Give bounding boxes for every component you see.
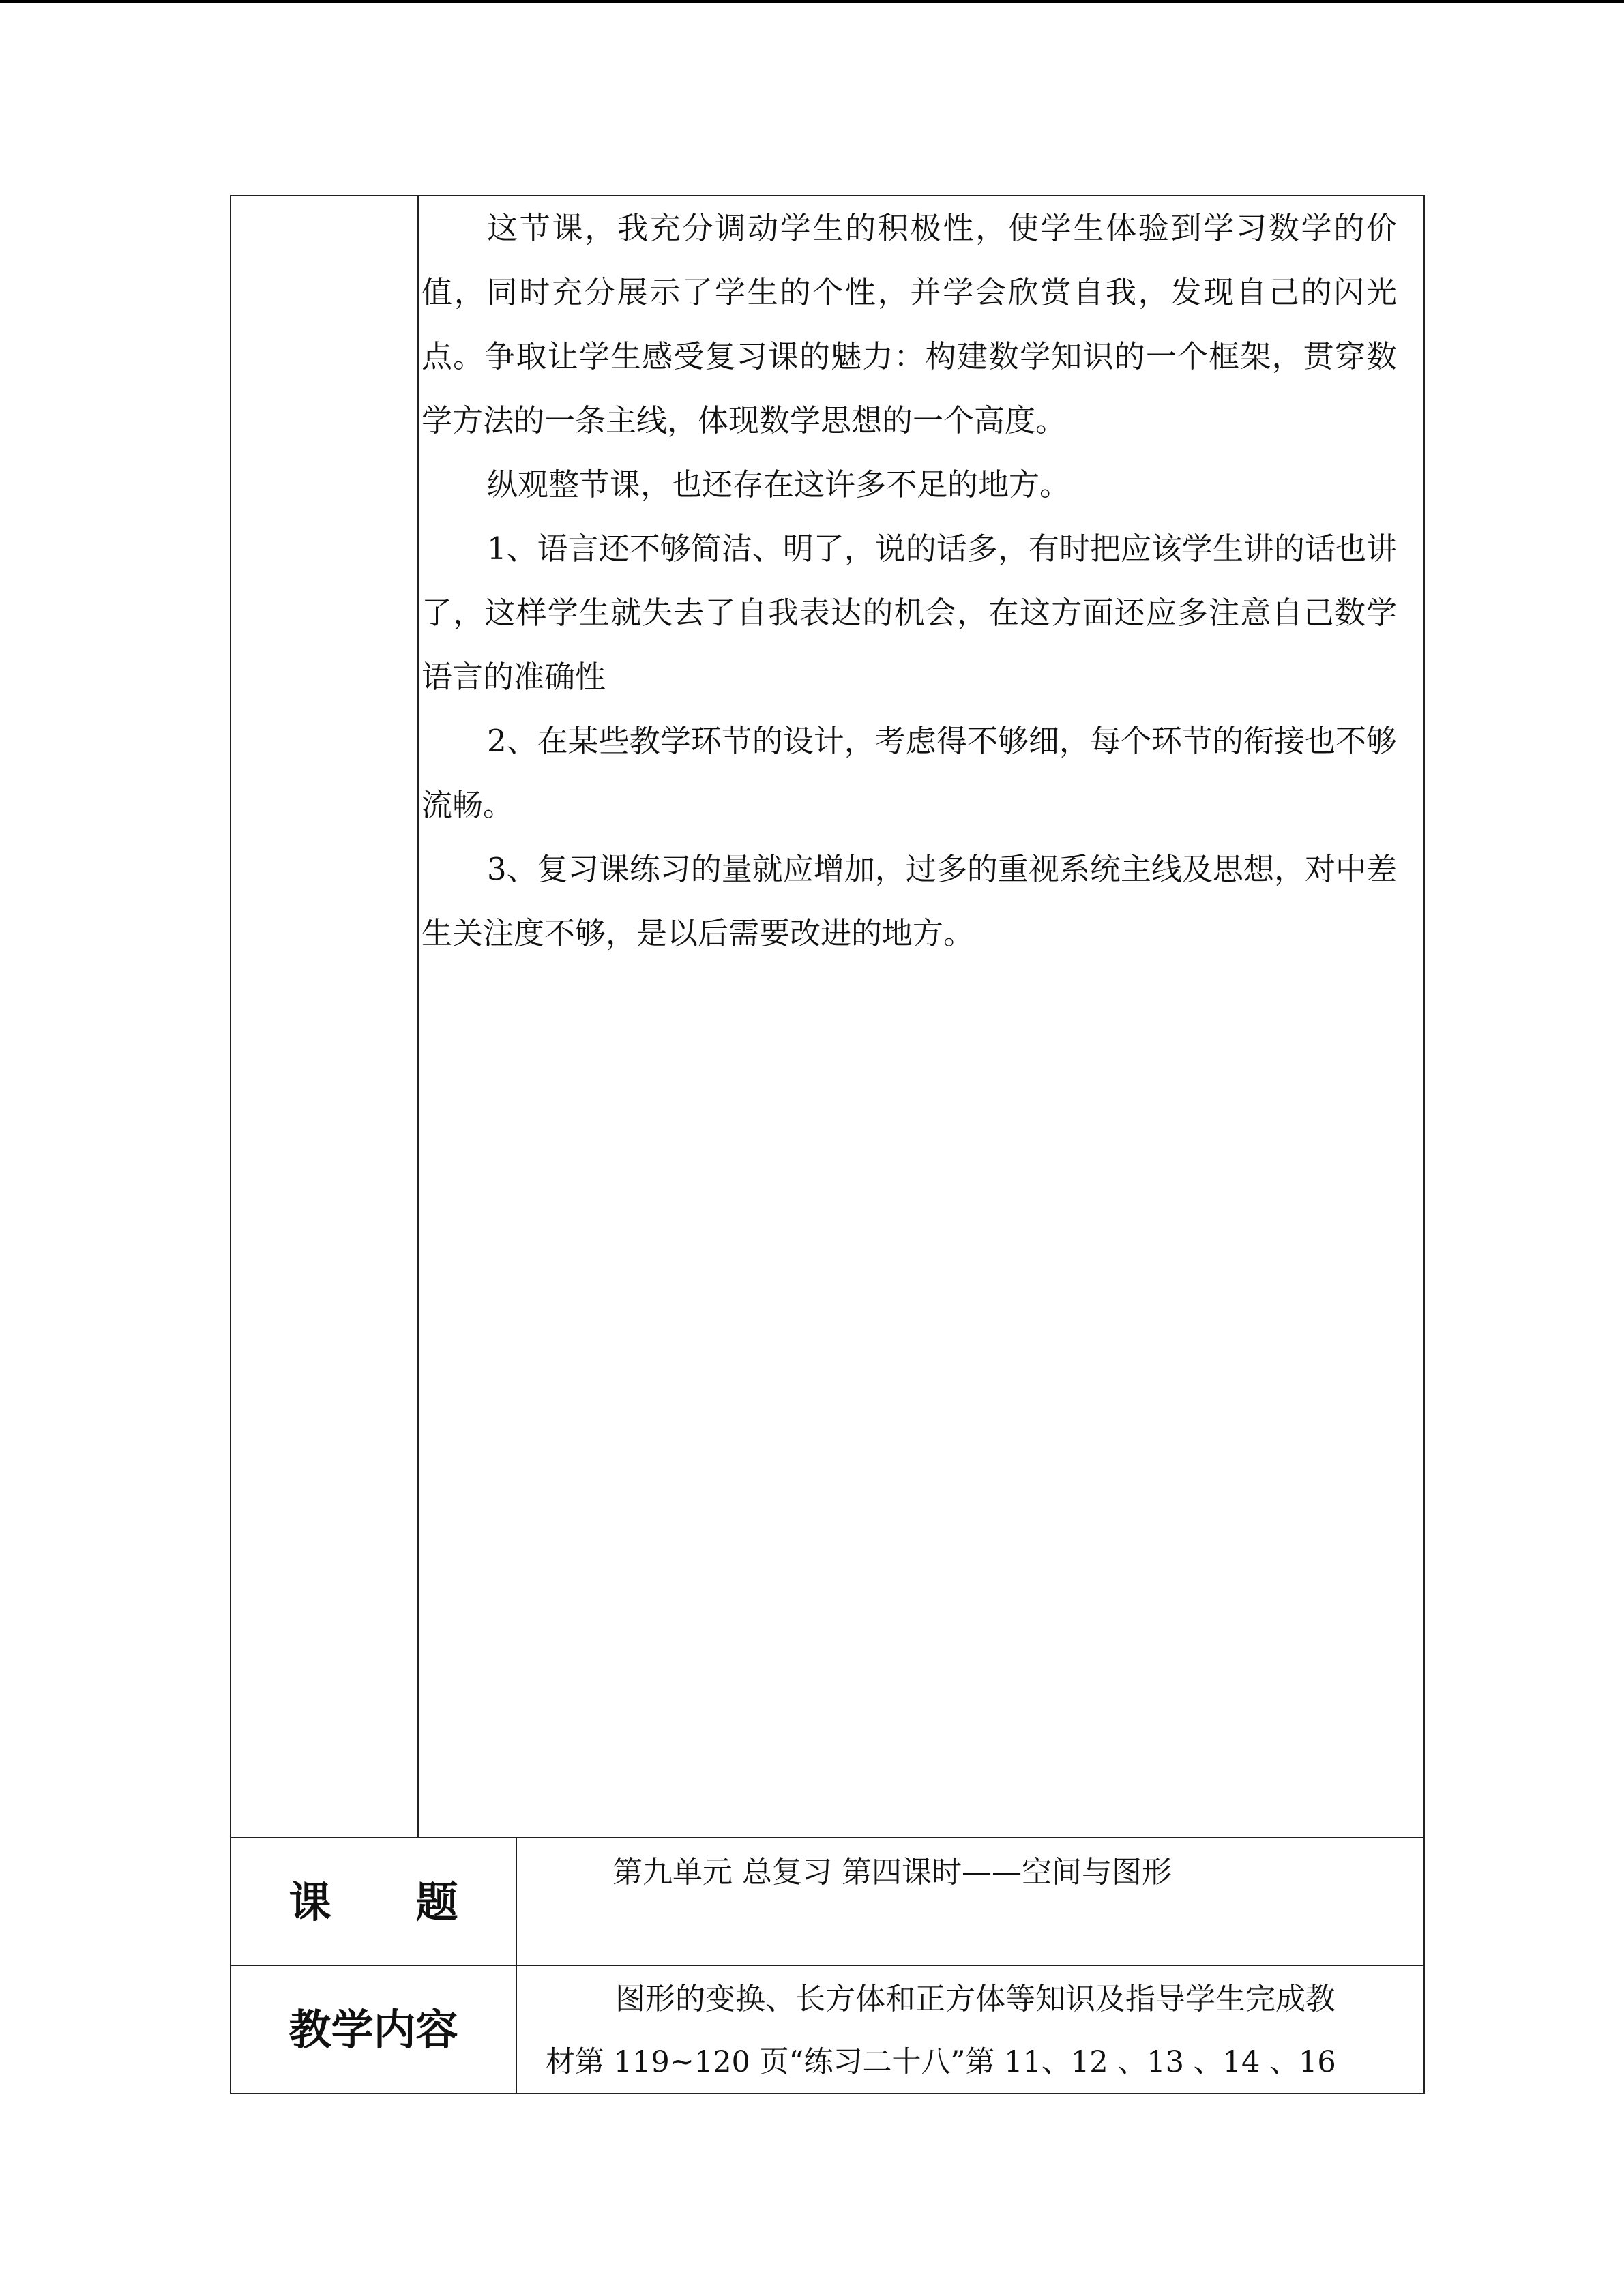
table-left-border <box>230 195 231 2094</box>
reflection-column-divider <box>417 195 419 1838</box>
reflection-paragraph: 3、复习课练习的量就应增加，过多的重视系统主线及思想，对中差生关注度不够，是以后需要改进的地方。 <box>422 851 1397 951</box>
table-row-divider-2 <box>230 1965 1425 1966</box>
content-value-line-1: 图形的变换、长方体和正方体等知识及指导学生完成教 <box>615 1982 1335 2016</box>
page-top-edge <box>0 0 1624 3</box>
content-label: 教学内容 <box>289 2005 458 2055</box>
table-row-divider-1 <box>230 1837 1425 1838</box>
topic-label: 课 题 <box>289 1877 458 1927</box>
reflection-paragraph: 这节课，我充分调动学生的积极性，使学生体验到学习数学的价值，同时充分展示了学生的个性，并学会欣赏自我，发现自己的闪光点。争取让学生感受复习课的魅力：构建数学知识的一个框架，贯穿数学方法的一条主线，体现数学思想的一个高度。 <box>422 210 1397 438</box>
topic-value: 第九单元 总复习 第四课时——空间与图形 <box>612 1855 1172 1890</box>
label-column-divider <box>516 1837 517 2094</box>
content-value-line-2: 材第 119~120 页“练习二十八”第 11、12 、13 、14 、16 <box>546 2045 1336 2079</box>
reflection-text <box>422 196 1397 966</box>
reflection-paragraph: 2、在某些教学环节的设计，考虑得不够细，每个环节的衔接也不够流畅。 <box>422 723 1397 823</box>
reflection-paragraph: 纵观整节课，也还存在这许多不足的地方。 <box>487 466 1071 503</box>
reflection-paragraph: 1、语言还不够简洁、明了，说的话多，有时把应该学生讲的话也讲了，这样学生就失去了自我表达的机会，在这方面还应多注意自己数学语言的准确性 <box>422 531 1397 695</box>
table-right-border <box>1423 195 1425 2094</box>
